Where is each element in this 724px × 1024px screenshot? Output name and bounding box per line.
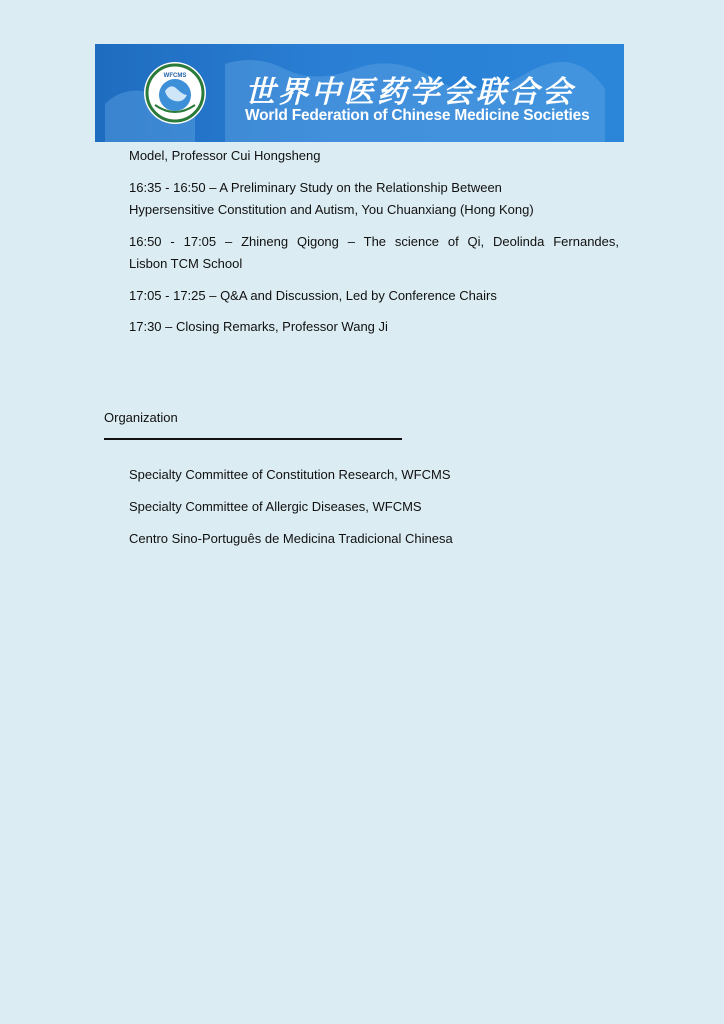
organization-item: Specialty Committee of Allergic Diseases, WFCMS <box>129 499 422 514</box>
heading-underline <box>104 438 402 440</box>
svg-text:WFCMS: WFCMS <box>163 73 187 79</box>
wfcms-logo <box>143 61 207 125</box>
organization-item: Centro Sino-Português de Medicina Tradicional Chinesa <box>129 531 453 546</box>
banner-title-chinese: 世界中医药学会联合会 <box>245 75 575 110</box>
agenda-line: Model, Professor Cui Hongsheng <box>129 148 321 163</box>
agenda-line: Hypersensitive Constitution and Autism, You Chuanxiang (Hong Kong) <box>129 202 534 217</box>
agenda-line: 17:30 – Closing Remarks, Professor Wang Ji <box>129 319 388 334</box>
agenda-line: 16:35 - 16:50 – A Preliminary Study on the Relationship Between <box>129 180 502 195</box>
organization-item: Specialty Committee of Constitution Research, WFCMS <box>129 467 451 482</box>
banner-title-english: World Federation of Chinese Medicine Societies <box>245 107 590 124</box>
agenda-line: Lisbon TCM School <box>129 256 243 271</box>
header-banner <box>95 44 624 142</box>
agenda-line: 16:50 - 17:05 – Zhineng Qigong – The science of Qi, Deolinda Fernandes, <box>129 234 619 249</box>
section-heading: Organization <box>104 410 178 425</box>
agenda-line: 17:05 - 17:25 – Q&A and Discussion, Led by Conference Chairs <box>129 288 497 303</box>
